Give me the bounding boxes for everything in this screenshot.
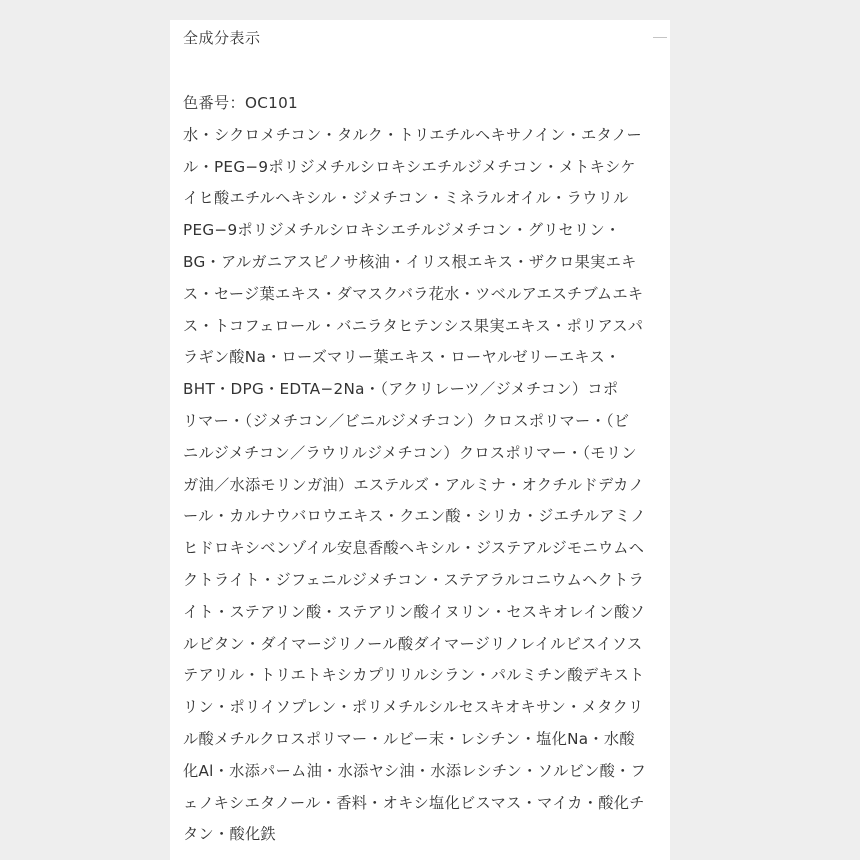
ingredients-content <box>183 88 663 851</box>
ingredients-line: BG・アルガニアスピノサ核油・イリス根エキス・ザクロ果実エキ <box>183 252 637 271</box>
ingredients-line: ル・PEG−9ポリジメチルシロキシエチルジメチコン・メトキシケ <box>183 157 636 176</box>
ingredients-line: ス・セージ葉エキス・ダマスクバラ花水・ツベルアエスチブムエキ <box>183 284 644 303</box>
ingredients-line: クトライト・ジフェニルジメチコン・ステアラルコニウムヘクトラ <box>183 570 645 589</box>
ingredients-line: ルビタン・ダイマージリノール酸ダイマージリノレイルビスイソス <box>183 634 643 653</box>
ingredients-line: リマー・（ジメチコン／ビニルジメチコン）クロスポリマー・（ビ <box>183 411 630 430</box>
ingredients-line: タン・酸化鉄 <box>183 825 276 844</box>
ingredients-line: ール・カルナウバロウエキス・クエン酸・シリカ・ジエチルアミノ <box>183 507 646 526</box>
ingredients-line: PEG−9ポリジメチルシロキシエチルジメチコン・グリセリン・ <box>183 221 621 240</box>
ingredients-panel <box>170 20 670 860</box>
ingredients-line: ニルジメチコン／ラウリルジメチコン）クロスポリマー・（モリン <box>183 443 637 462</box>
ingredients-line: イヒ酸エチルヘキシル・ジメチコン・ミネラルオイル・ラウリル <box>183 189 629 208</box>
ingredients-line: 水・シクロメチコン・タルク・トリエチルヘキサノイン・エタノー <box>183 125 643 144</box>
ingredients-line: ス・トコフェロール・バニラタヒテンシス果実エキス・ポリアスパ <box>183 316 644 335</box>
color-number: 色番号：OC101 <box>183 94 298 112</box>
ingredients-list <box>183 120 663 851</box>
ingredients-line: 化Al・水添パーム油・水添ヤシ油・水添レシチン・ソルビン酸・フ <box>183 761 647 780</box>
ingredients-line: ル酸メチルクロスポリマー・ルビー末・レシチン・塩化Na・水酸 <box>183 729 635 748</box>
ingredients-line: ヒドロキシベンゾイル安息香酸ヘキシル・ジステアルジモニウムヘ <box>183 539 645 558</box>
ingredients-line: ェノキシエタノール・香料・オキシ塩化ビスマス・マイカ・酸化チ <box>183 793 645 812</box>
ingredients-line: ガ油／水添モリンガ油）エステルズ・アルミナ・オクチルドデカノ <box>183 475 645 494</box>
ingredients-line: ラギン酸Na・ローズマリー葉エキス・ローヤルゼリーエキス・ <box>183 348 621 367</box>
ingredients-line: イト・ステアリン酸・ステアリン酸イヌリン・セスキオレイン酸ソ <box>183 602 646 621</box>
minus-icon[interactable] <box>653 37 667 38</box>
ingredients-line: リン・ポリイソプレン・ポリメチルシルセスキオキサン・メタクリ <box>183 698 644 717</box>
section-title: 全成分表示 <box>183 28 261 47</box>
ingredients-accordion-header[interactable] <box>183 20 668 54</box>
ingredients-line: テアリル・トリエトキシカプリリルシラン・パルミチン酸デキスト <box>183 666 645 685</box>
ingredients-line: BHT・DPG・EDTA−2Na・（アクリレーツ／ジメチコン）コポ <box>183 380 619 399</box>
